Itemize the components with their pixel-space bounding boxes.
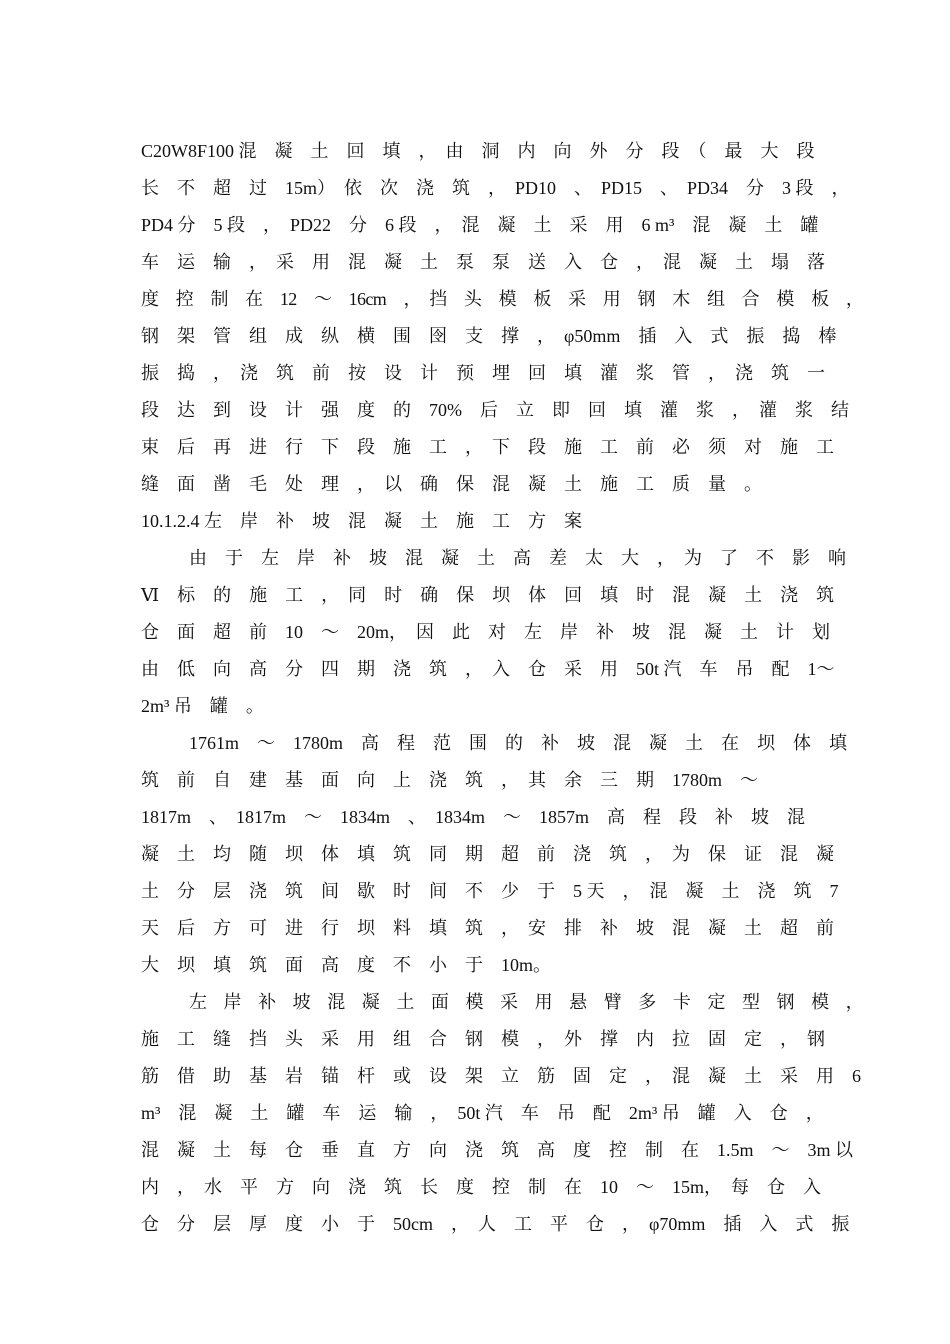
text-line: 仓 面 超 前 10 ～ 20m， 因 此 对 左 岸 补 坡 混 凝 土 计 划 — [141, 622, 830, 642]
section-heading: 10.1.2.4 左 岸 补 坡 混 凝 土 施 工 方 案 — [141, 511, 582, 531]
text-line: C20W8F100 混 凝 土 回 填 ， 由 洞 内 向 外 分 段 （ 最 大 段 — [141, 141, 815, 161]
paragraph-first-line: 左 岸 补 坡 混 凝 土 面 模 采 用 悬 臂 多 卡 定 型 钢 模 ， — [189, 992, 863, 1012]
text-line: PD4 分 5 段 ， PD22 分 6 段 ， 混 凝 土 采 用 6 m³ 混 凝 土 罐 — [141, 215, 819, 235]
text-line: 仓 分 层 厚 度 小 于 50cm ， 人 工 平 仓 ， φ70mm 插 入 式 振 — [141, 1214, 850, 1234]
text-line: 2m³ 吊 罐 。 — [141, 696, 264, 716]
text-line: 束 后 再 进 行 下 段 施 工 ， 下 段 施 工 前 必 须 对 施 工 — [141, 437, 834, 457]
text-line: 天 后 方 可 进 行 坝 料 填 筑 ， 安 排 补 坡 混 凝 土 超 前 — [141, 918, 834, 938]
text-line: 土 分 层 浇 筑 间 歇 时 间 不 少 于 5 天 ， 混 凝 土 浇 筑 7 — [141, 881, 839, 901]
text-line: 混 凝 土 每 仓 垂 直 方 向 浇 筑 高 度 控 制 在 1.5m ～ 3m 以 — [141, 1140, 853, 1160]
text-line: 缝 面 凿 毛 处 理 ， 以 确 保 混 凝 土 施 工 质 量 。 — [141, 474, 762, 494]
text-line: 内 ， 水 平 方 向 浇 筑 长 度 控 制 在 10 ～ 15m， 每 仓 入 — [141, 1177, 821, 1197]
text-line: 度 控 制 在 12 ～ 16cm ， 挡 头 模 板 采 用 钢 木 组 合 模 板 ， — [141, 289, 864, 309]
text-line: 凝 土 均 随 坝 体 填 筑 同 期 超 前 浇 筑 ， 为 保 证 混 凝 — [141, 844, 834, 864]
paragraph-first-line: 1761m ～ 1780m 高 程 范 围 的 补 坡 混 凝 土 在 坝 体 填 — [189, 733, 847, 753]
text-line: m³ 混 凝 土 罐 车 运 输 ， 50t 汽 车 吊 配 2m³ 吊 罐 入 仓 ， — [141, 1103, 824, 1123]
text-line: 施 工 缝 挡 头 采 用 组 合 钢 模 ， 外 撑 内 拉 固 定 ， 钢 — [141, 1029, 825, 1049]
text-line: 筋 借 助 基 岩 锚 杆 或 设 架 立 筋 固 定 ， 混 凝 土 采 用 6 — [141, 1066, 861, 1086]
text-line: 1817m 、 1817m ～ 1834m 、 1834m ～ 1857m 高 程 段 补 坡 混 — [141, 807, 806, 827]
text-line: 段 达 到 设 计 强 度 的 70% 后 立 即 回 填 灌 浆 ， 灌 浆 结 — [141, 400, 849, 420]
paragraph-first-line: 由 于 左 岸 补 坡 混 凝 土 高 差 太 大 ， 为 了 不 影 响 — [189, 548, 846, 568]
text-line: 钢 架 管 组 成 纵 横 围 囹 支 撑 ， φ50mm 插 入 式 振 捣 棒 — [141, 326, 837, 346]
text-line: Ⅵ 标 的 施 工 ， 同 时 确 保 坝 体 回 填 时 混 凝 土 浇 筑 — [141, 585, 835, 605]
text-line: 由 低 向 高 分 四 期 浇 筑 ， 入 仓 采 用 50t 汽 车 吊 配 1～ — [141, 659, 835, 679]
text-line: 长 不 超 过 15m） 依 次 浇 筑 ， PD10 、 PD15 、 PD34 分 3 段 ， — [141, 178, 850, 198]
text-line: 筑 前 自 建 基 面 向 上 浇 筑 ， 其 余 三 期 1780m ～ — [141, 770, 758, 790]
text-line: 振 捣 ， 浇 筑 前 按 设 计 预 埋 回 填 灌 浆 管 ， 浇 筑 一 — [141, 363, 825, 383]
text-line: 大 坝 填 筑 面 高 度 不 小 于 10m。 — [141, 955, 551, 975]
document-body — [141, 136, 864, 1246]
text-line: 车 运 输 ， 采 用 混 凝 土 泵 泵 送 入 仓 ， 混 凝 土 塌 落 — [141, 252, 825, 272]
